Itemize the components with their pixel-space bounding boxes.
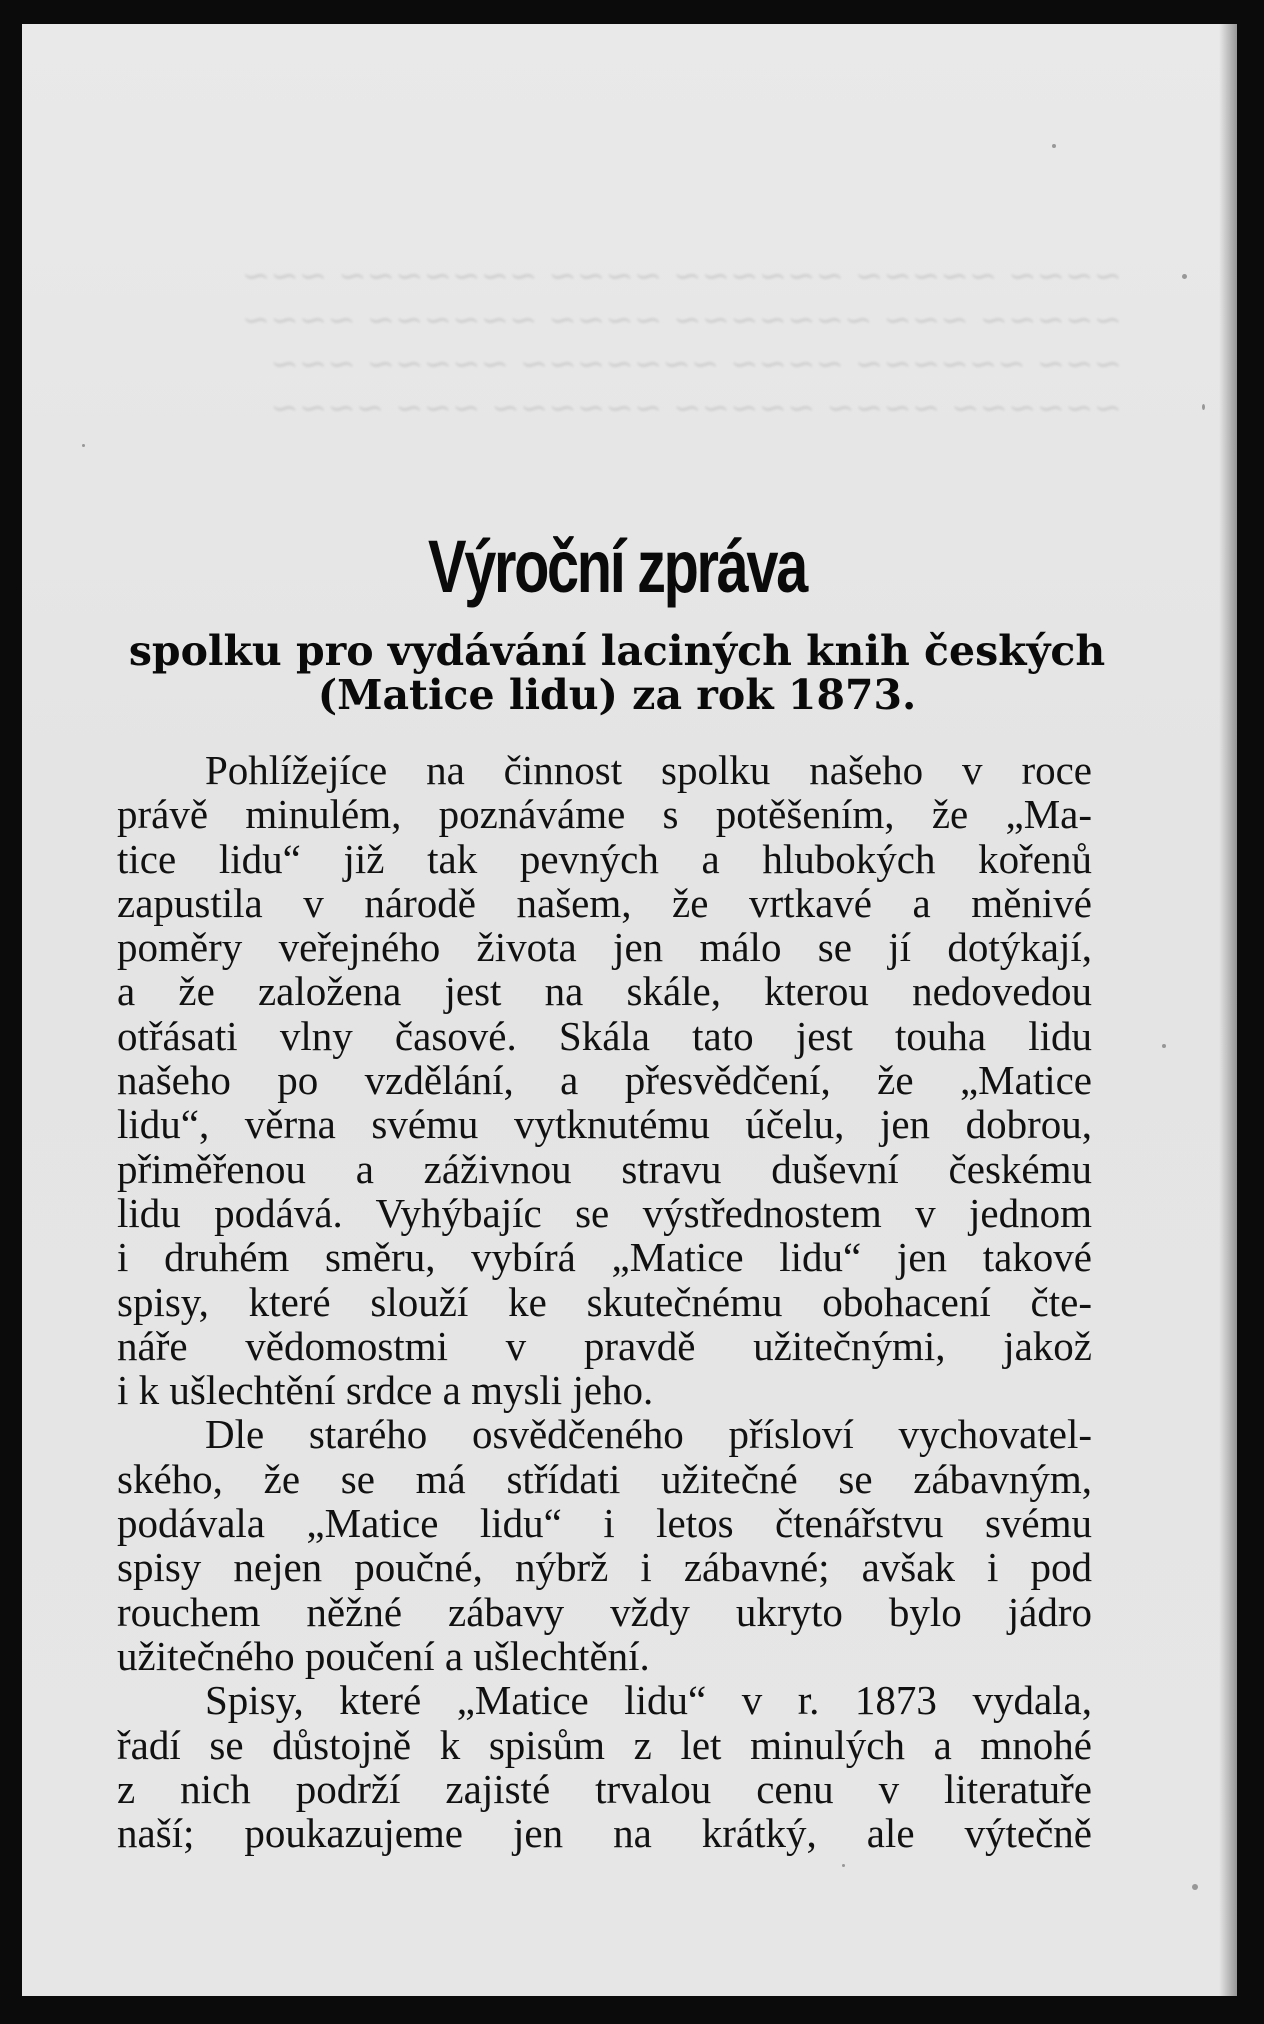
document-title: Výroční zpráva [428, 525, 806, 608]
body-line: našeho po vzdělání, a přesvědčení, že „Matice [117, 1057, 1092, 1104]
body-line: Pohlížejíce na činnost spolku našeho v roce [205, 747, 1092, 793]
body-line: otřásati vlny časové. Skála tato jest touha lidu [117, 1012, 1092, 1059]
show-through-texture: ~~~~ ~~~~~ ~~~~~~ ~~~~ ~~~~~~~ ~~~ ~~~~~ ~~~ ~~~~~~~ ~~~~ ~~~~~~ ~~~~ ~~~ ~~~~~~ ~~~~ ~~~~~~~ ~~~~~ ~~~ ~~~~~~ ~~~~ ~~~~~ ~~~~~~ ~~~ ~~~~ [241, 256, 1122, 428]
paper-speck [1162, 1044, 1166, 1048]
body-line: poměry veřejného života jen málo se jí dotýkají, [117, 924, 1092, 971]
body-line: i k ušlechtění srdce a mysli jeho. [117, 1367, 654, 1414]
subtitle-line-2: (Matice lidu) za rok 1873. [317, 671, 917, 719]
body-line: lidu podává. Vyhýbajíc se výstřednostem v jednom [117, 1189, 1092, 1236]
body-line: i druhém směru, vybírá „Matice lidu“ jen takové [117, 1234, 1092, 1281]
report-body [117, 748, 1092, 1855]
body-line: rouchem něžné zábavy vždy ukryto bylo jádro [117, 1588, 1092, 1635]
book-page [22, 24, 1237, 1996]
body-line: Spisy, které „Matice lidu“ v r. 1873 vydala, [205, 1677, 1092, 1724]
subtitle-line-1: spolku pro vydávání laciných knih českých [128, 627, 1106, 675]
body-line: řadí se důstojně k spisům z let minulých a mnohé [117, 1721, 1092, 1768]
body-line: z nich podrží zajisté trvalou cenu v literatuře [117, 1765, 1092, 1812]
body-line: a že založena jest na skále, kterou nedovedou [117, 968, 1092, 1015]
paper-speck [82, 444, 85, 447]
body-line: právě minulém, poznáváme s potěšením, že „Ma- [117, 791, 1092, 838]
body-line: Dle starého osvědčeného přísloví vychovatel- [205, 1411, 1092, 1458]
body-line: užitečného poučení a ušlechtění. [117, 1632, 650, 1679]
paper-speck [1192, 1884, 1198, 1890]
body-line: lidu“, věrna svému vytknutému účelu, jen dobrou, [117, 1101, 1092, 1148]
body-line: náře vědomostmi v pravdě užitečnými, jakož [117, 1322, 1092, 1369]
paper-speck [1202, 404, 1205, 410]
body-line: přiměřenou a záživnou stravu duševní českému [117, 1145, 1092, 1192]
body-line: naší; poukazujeme jen na krátký, ale výtečně [117, 1810, 1092, 1857]
body-line: tice lidu“ již tak pevných a hlubokých kořenů [117, 835, 1092, 882]
paper-speck [1182, 274, 1187, 279]
page-edge-shadow [1219, 24, 1237, 1996]
body-line: spisy nejen poučné, nýbrž i zábavné; avšak i pod [117, 1544, 1092, 1591]
body-line: zapustila v národě našem, že vrtkavé a měnivé [117, 879, 1092, 926]
paper-speck [842, 1864, 845, 1867]
body-line: podávala „Matice lidu“ i letos čtenářstvu svému [117, 1500, 1092, 1547]
body-line: spisy, které slouží ke skutečnému obohacení čte- [117, 1278, 1092, 1325]
body-line: ského, že se má střídati užitečné se zábavným, [117, 1455, 1092, 1502]
paper-speck [1052, 144, 1056, 148]
